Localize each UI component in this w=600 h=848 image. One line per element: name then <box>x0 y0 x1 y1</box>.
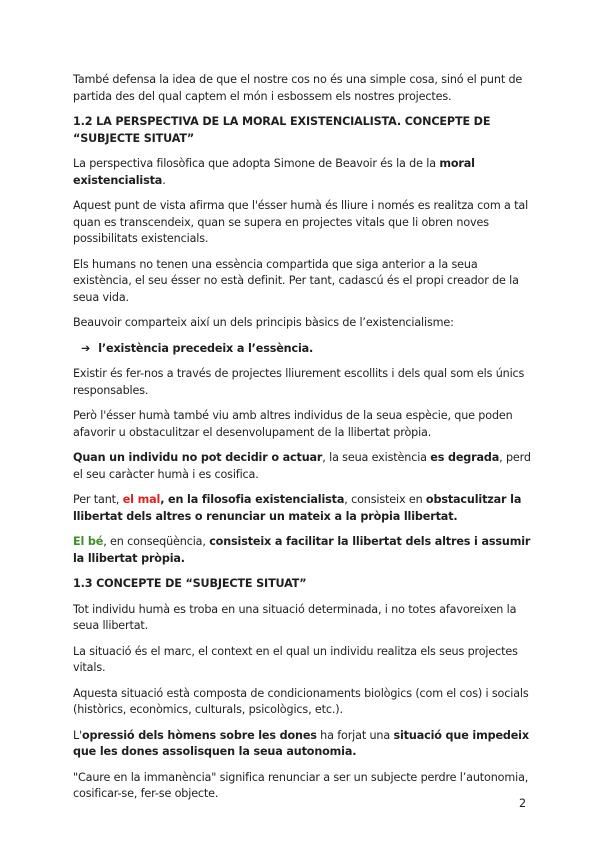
emphasis-el-be: El bé <box>73 535 104 548</box>
text-run: La perspectiva filosòfica que adopta Simone de Beavoir és la de la <box>73 157 440 170</box>
paragraph-others: Però l'ésser humà també viu amb altres individus de la seua espècie, que poden afavorir u obstaculitzar el desenvolupament de la llibertat pròpia. <box>73 409 513 439</box>
emphasis-obstruct: obstaculitzar la llibertat dels altres o renunciar un mateix a la pròpia llibertat. <box>73 493 522 523</box>
emphasis-oppression: opressió dels hòmens sobre les dones <box>82 728 317 742</box>
bullet-principle <box>73 341 533 358</box>
paragraph-situation: Tot individu humà es troba en una situació determinada, i no totes afavoreixen la seua llibertat. <box>73 602 517 632</box>
section-heading-1-3: 1.3 CONCEPTE DE “SUBJECTE SITUAT” <box>73 577 307 590</box>
text-run: , la seua existència <box>322 451 431 464</box>
emphasis-el-mal: el mal <box>122 493 161 506</box>
text-run: L' <box>73 728 83 742</box>
paragraph-frame: La situació és el marc, el context en el qual un individu realitza els seus projectes vitals. <box>73 644 518 674</box>
section-heading-1-2: 1.2 LA PERSPECTIVA DE LA MORAL EXISTENCIALISTA. CONCEPTE DE “SUBJECTE SITUAT” <box>73 115 491 145</box>
text-run: , en conseqüència, <box>103 535 210 548</box>
paragraph-conditions: Aquesta situació està composta de condicionaments biològics (com el cos) i socials (històrics, econòmics, culturals, psicològics, etc.). <box>73 686 529 716</box>
text-run: . <box>162 173 166 187</box>
text-run: Per tant, <box>73 493 123 506</box>
text-run: , perd el seu caràcter humà i es cosifica. <box>73 451 531 481</box>
bullet-text: l’existència precedeix a l’essència. <box>98 341 314 355</box>
paragraph-perspective <box>73 156 533 189</box>
paragraph-good <box>73 534 533 567</box>
paragraph-evil <box>73 492 533 525</box>
text-run: , consisteix en <box>344 493 426 506</box>
paragraph-freedom: Aquest punt de vista afirma que l'ésser humà és lliure i només es realitza com a tal quan es transcendeix, quan se supera en projectes vitals que li obren noves possibilitats existencials. <box>73 199 529 245</box>
paragraph-immanence: "Caure en la immanència" significa renunciar a ser un subjecte perdre l’autonomia, cosificar-se, fer-se objecte. <box>73 770 529 800</box>
emphasis-degrada: es degrada <box>430 451 500 464</box>
emphasis-moral-existencialista: moral existencialista <box>73 157 475 187</box>
paragraph-existing: Existir és fer-nos a través de projectes lliurement escollits i dels qual som els únics responsables. <box>73 367 525 397</box>
text-run: ha forjat una <box>316 728 394 742</box>
arrow-bullet-icon: ➔ <box>81 341 91 355</box>
emphasis-existentialist: , en la filosofia existencialista <box>160 493 345 506</box>
page-content <box>73 72 533 812</box>
page-number: 2 <box>519 797 526 810</box>
paragraph-essence: Els humans no tenen una essència compartida que siga anterior a la seua existència, el seu ésser no està definit. Per tant, cadascú és el propi creador de la seua vida. <box>73 257 519 304</box>
paragraph-principle-intro: Beauvoir comparteix així un dels principis bàsics de l’existencialisme: <box>73 316 454 329</box>
emphasis-facilitate: consisteix a facilitar la llibertat dels altres i assumir la llibertat pròpia. <box>73 535 531 565</box>
emphasis-impedes: situació que impedeix que les dones assolisquen la seua autonomia. <box>73 728 529 758</box>
paragraph-oppression <box>73 728 533 761</box>
emphasis-cannot-decide: Quan un individu no pot decidir o actuar <box>73 451 323 464</box>
paragraph-degradation <box>73 450 533 483</box>
paragraph-body-conception: També defensa la idea de que el nostre cos no és una simple cosa, sinó el punt de partida des del qual captem el món i esbossem els nostres projectes. <box>73 73 523 103</box>
